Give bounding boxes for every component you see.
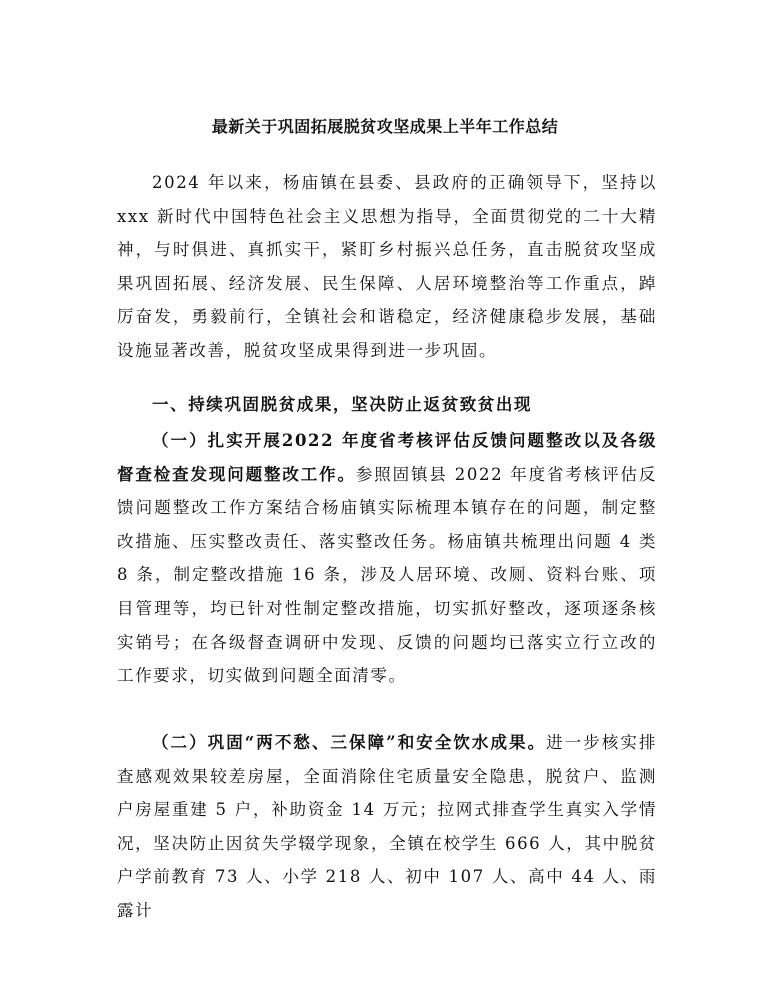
subsection-1-body: 参照固镇县 2022 年度省考核评估反馈问题整改工作方案结合杨庙镇实际梳理本镇存在的问题，制定整改措施、压实整改责任、落实整改任务。杨庙镇共梳理出问题 4 类 8 条，制定整改措施 16 条，涉及人居环境、改厕、资料台账、项目管理等，均已针对性制定整改措施，切实抓好整改，逐项逐条核实销号；在各级督查调研中发现、反馈的问题均已落实立行立改的工作要求，切实做到问题全面清零。 bbox=[117, 464, 657, 686]
document-title: 最新关于巩固拓展脱贫攻坚成果上半年工作总结 bbox=[211, 117, 559, 136]
section-1-heading: 一、持续巩固脱贫成果，坚决防止返贫致贫出现 bbox=[152, 395, 533, 414]
subsection-1-heading: （一）扎实开展2022 年度省考核评估反馈问题整改以及各级督查检查发现问题整改工作。 bbox=[117, 431, 657, 484]
subsection-1-paragraph bbox=[117, 424, 657, 693]
subsection-2-body: 进一步核实排查感观效果较差房屋，全面消除住宅质量安全隐患，脱贫户、监测户房屋重建 5 户，补助资金 14 万元；拉网式排查学生真实入学情况，坚决防止因贫失学辍学现象，全镇在校学生 666 人，其中脱贫户学前教育 73 人、小学 218 人、初中 107 人、高中 44 人、雨露计 bbox=[117, 733, 657, 920]
intro-paragraph: 2024 年以来，杨庙镇在县委、县政府的正确领导下，坚持以xxx 新时代中国特色社会主义思想为指导，全面贯彻党的二十大精神，与时俱进、真抓实干，紧盯乡村振兴总任务，直击脱贫攻坚成果巩固拓展、经济发展、民生保障、人居环境整治等工作重点，踔厉奋发，勇毅前行，全镇社会和谐稳定，经济健康稳步发展，基础设施显著改善，脱贫攻坚成果得到进一步巩固。 bbox=[117, 173, 657, 360]
subsection-2-heading: （二）巩固“两不愁、三保障”和安全饮水成果。 bbox=[152, 733, 547, 752]
subsection-2-paragraph bbox=[117, 726, 657, 928]
